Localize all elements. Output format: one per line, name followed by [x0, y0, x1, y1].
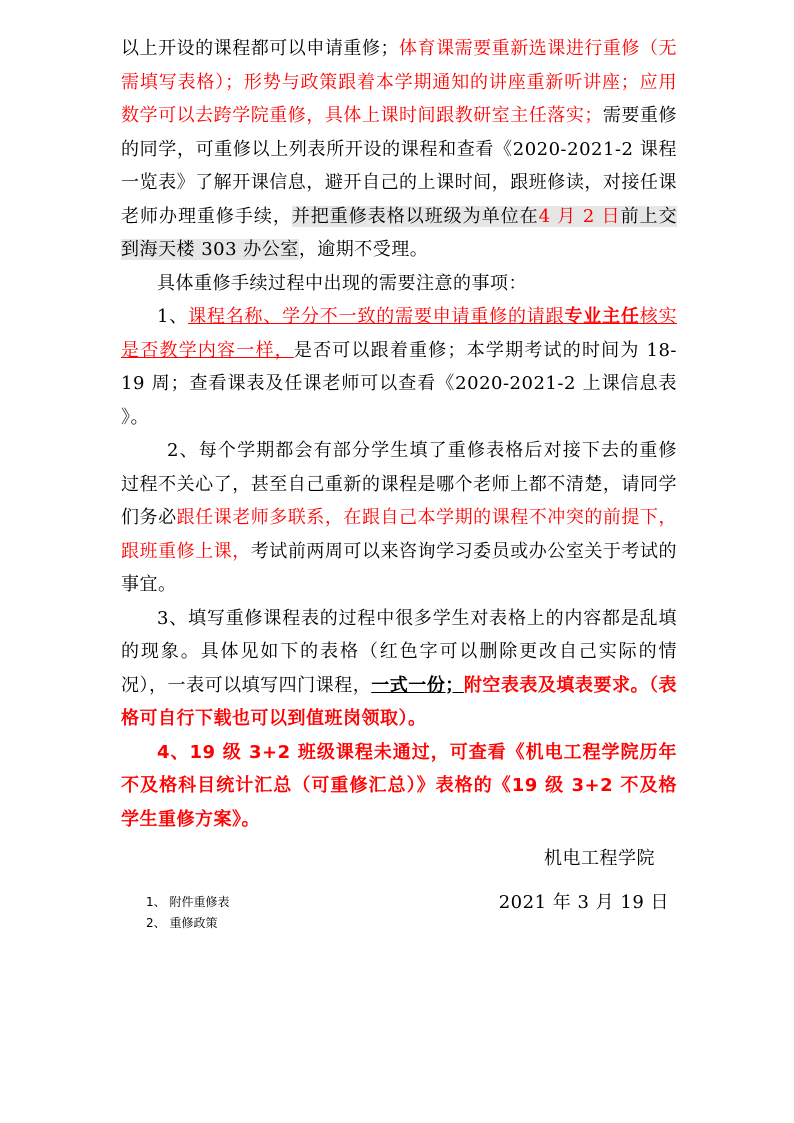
intro-paragraph	[121, 32, 677, 267]
note-4-red-bold: 4、19 级 3+2 班级课程未通过，可查看《机电工程学院历年不及格科目统计汇总（可重修汇总）》表格的《19 级 3+2 不及格学生重修方案》。	[121, 741, 677, 830]
note-2-red: 跟任课老师多联系，在跟自己本学期的课程不冲突的前提下，跟班重修上课，	[121, 507, 678, 562]
note-item-4	[121, 736, 677, 837]
intro-text: 以上开设的课程都可以申请重修；	[121, 38, 399, 59]
attachment-item: 2、 重修政策	[146, 916, 218, 930]
notes-title: 具体重修手续过程中出现的需要注意的事项：	[157, 272, 527, 294]
note-1-red-bold: 专业主任	[564, 306, 640, 327]
intro-red-text: 体育课需要重新选课进行重修（无需填写表格）；形势与政策跟着本学期通知的讲座重新听讲座；应用数学可以去跨学院重修，具体上课时间跟教研室主任落实；	[121, 38, 678, 126]
deadline-text-a: 并把重修表格以班级为单位在	[291, 205, 539, 227]
note-3-red-bold: 附空表表及填表要求。（表格可自行下载也可以到值班岗领取）。	[121, 674, 678, 729]
intro-end-text: ，逾期不受理。	[298, 239, 429, 260]
signature-org: 机电工程学院	[544, 848, 655, 869]
note-1-number: 1、	[157, 306, 189, 327]
note-1-red-b: 核实是否教学内容一样，	[121, 306, 678, 361]
note-3-lead: 3、填写重修课程表的过程中很多学生对表格上的内容都是乱填的现象。具体见如下的表格（红色字可以删除更改自己实际的情况），一表可以填写四门课程，	[121, 607, 677, 696]
note-2-rest: 考试前两周可以来咨询学习委员或办公室关于考试的事宜。	[121, 540, 678, 595]
note-1-red-a: 课程名称、学分不一致的需要申请重修的请跟	[188, 306, 565, 327]
note-item-1	[121, 300, 677, 434]
signature-date: 2021 年 3 月 19 日	[498, 891, 669, 913]
note-3-bold: 一式一份；	[371, 674, 464, 696]
note-item-3	[121, 602, 677, 736]
note-2-lead: 2、每个学期都会有部分学生填了重修表格后对接下去的重修过程不关心了，甚至自己重新的课程是哪个老师上都不清楚，请同学们务必	[121, 440, 677, 528]
attachments-list	[146, 892, 229, 934]
document-body	[121, 32, 677, 919]
attachment-item: 1、 附件重修表	[146, 895, 230, 909]
deadline-date: 4 月 2 日	[538, 205, 621, 227]
note-item-2	[121, 434, 677, 602]
intro-procedure-text: 需要重修的同学，可重修以上列表所开设的课程和查看《2020-2021-2 课程一览表》了解开课信息，避开自己的上课时间，跟班修读，对接任课老师办理重修手续，	[121, 105, 677, 227]
deadline-text-b: 前上交到海天楼 303 办公室	[121, 205, 678, 260]
note-1-rest: 是否可以跟着重修；本学期考试的时间为 18-19 周；查看课表及任课老师可以查看《2020-2021-2 上课信息表 》。	[121, 339, 677, 428]
